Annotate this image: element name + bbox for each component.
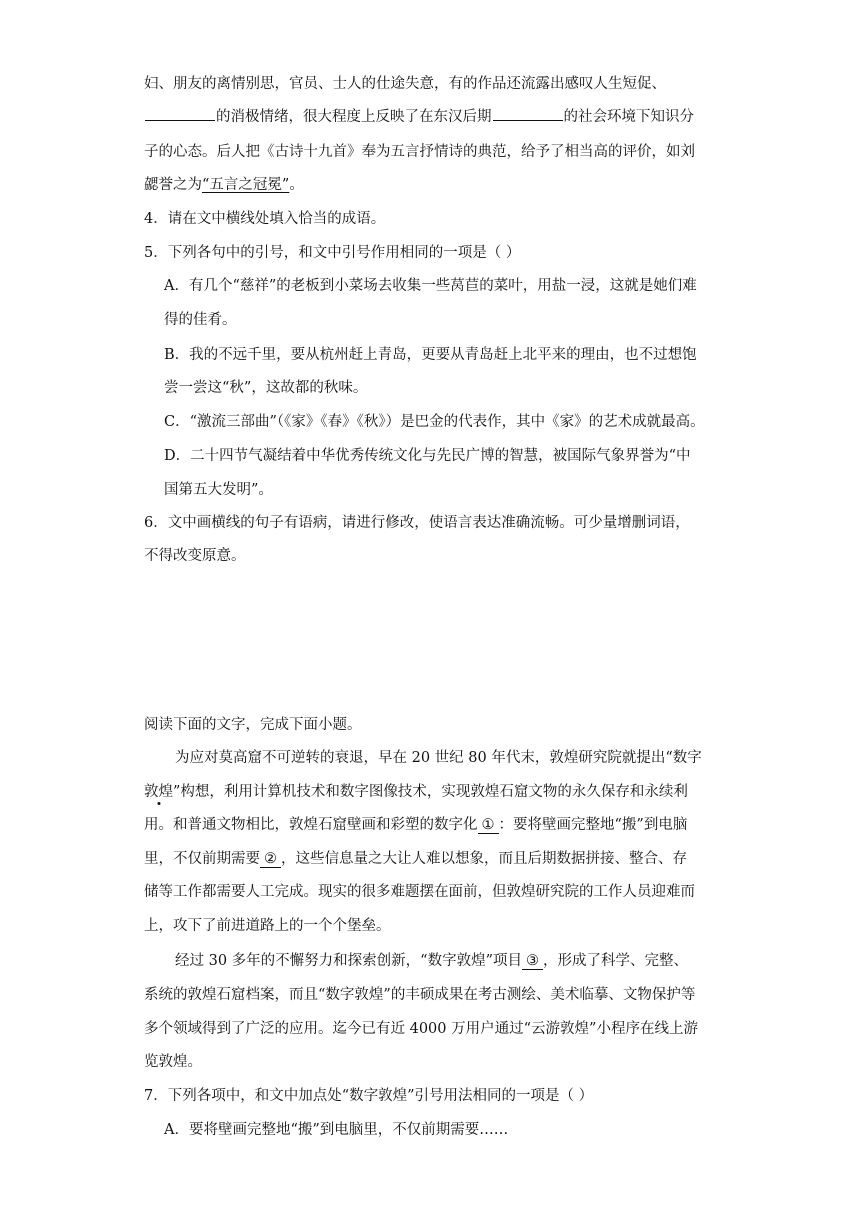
option-a-cont: 得的佳肴。 [164,312,237,328]
option-d: D．二十四节气凝结着中华优秀传统文化与先民广博的智慧，被国际气象界誉为“中 [164,448,691,464]
passage-line: 览敦煌。 [144,1054,202,1070]
passage-line: 的消极情绪，很大程度上反映了在东汉后期 的社会环境下知识分 [144,106,694,127]
option-a: A．要将壁画完整地“搬”到电脑里，不仅前期需要…… [164,1122,509,1138]
passage-line: 上，攻下了前进道路上的一个个堡垒。 [144,918,391,934]
passage-line: 敦煌”构想，利用计算机技术和数字图像技术，实现敦煌石窟文物的永久保存和永续利 [144,784,688,800]
question-6: 6．文中画横线的句子有语病，请进行修改，使语言表达准确流畅。可少量增删词语， [144,515,690,531]
passage-line: 系统的敦煌石窟档案，而且“数字敦煌”的丰硕成果在考古测绘、美术临摹、文物保护等 [144,987,696,1003]
question-5-stem: 5．下列各句中的引号，和文中引号作用相同的一项是（ ） [144,245,521,261]
option-c: C．“激流三部曲”（《家》《春》《秋》）是巴金的代表作，其中《家》的艺术成就最高。 [164,414,705,430]
dotted-char: 敦煌 [144,784,173,800]
passage-line: 经过 30 多年的不懈努力和探索创新，“数字敦煌”项目 ③ ，形成了科学、完整、 [175,953,688,969]
passage-line: 里，不仅前期需要 ② ，这些信息量之大让人难以想象，而且后期数据拼接、整合、存 [144,851,687,867]
blank-marker-1: ① [478,817,499,834]
blank-marker-2: ② [260,851,281,868]
fill-blank [145,106,215,121]
passage-line: 子的心态。后人把《古诗十九首》奉为五言抒情诗的典范，给予了相当高的评价，如刘 [144,144,695,160]
option-b-cont: 尝一尝这“秋”，这故都的秋味。 [164,380,368,396]
option-a: A．有几个“慈祥”的老板到小菜场去收集一些莴苣的菜叶，用盐一浸，这就是她们难 [164,278,697,294]
blank-marker-3: ③ [522,953,543,970]
passage-line: 储等工作都需要人工完成。现实的很多难题摆在面前，但敦煌研究院的工作人员迎难而 [144,884,695,900]
passage-line: 勰誉之为“五言之冠冕”。 [144,177,304,193]
fill-blank [493,106,563,121]
reading-intro: 阅读下面的文字，完成下面小题。 [144,717,362,733]
question-7-stem: 7．下列各项中，和文中加点处“数字敦煌”引号用法相同的一项是（ ） [144,1088,594,1104]
option-b: B．我的不远千里，要从杭州赶上青岛，更要从青岛赶上北平来的理由，也不过想饱 [164,347,697,363]
passage-line: 为应对莫高窟不可逆转的衰退，早在 20 世纪 80 年代末，敦煌研究院就提出“数字 [175,750,702,766]
passage-line: 多个领域得到了广泛的应用。迄今已有近 4000 万用户通过“云游敦煌”小程序在线上游 [144,1021,698,1037]
question-6-cont: 不得改变原意。 [144,548,246,564]
underlined-phrase: “五言之冠冕” [202,177,290,193]
question-4: 4．请在文中横线处填入恰当的成语。 [144,211,386,227]
option-d-cont: 国第五大发明”。 [164,482,273,498]
passage-line: 用。和普通文物相比，敦煌石窟壁画和彩塑的数字化 ① ：要将壁画完整地“搬”到电脑 [144,817,688,833]
passage-line: 妇、朋友的离情别思，官员、士人的仕途失意，有的作品还流露出感叹人生短促、 [144,76,666,92]
